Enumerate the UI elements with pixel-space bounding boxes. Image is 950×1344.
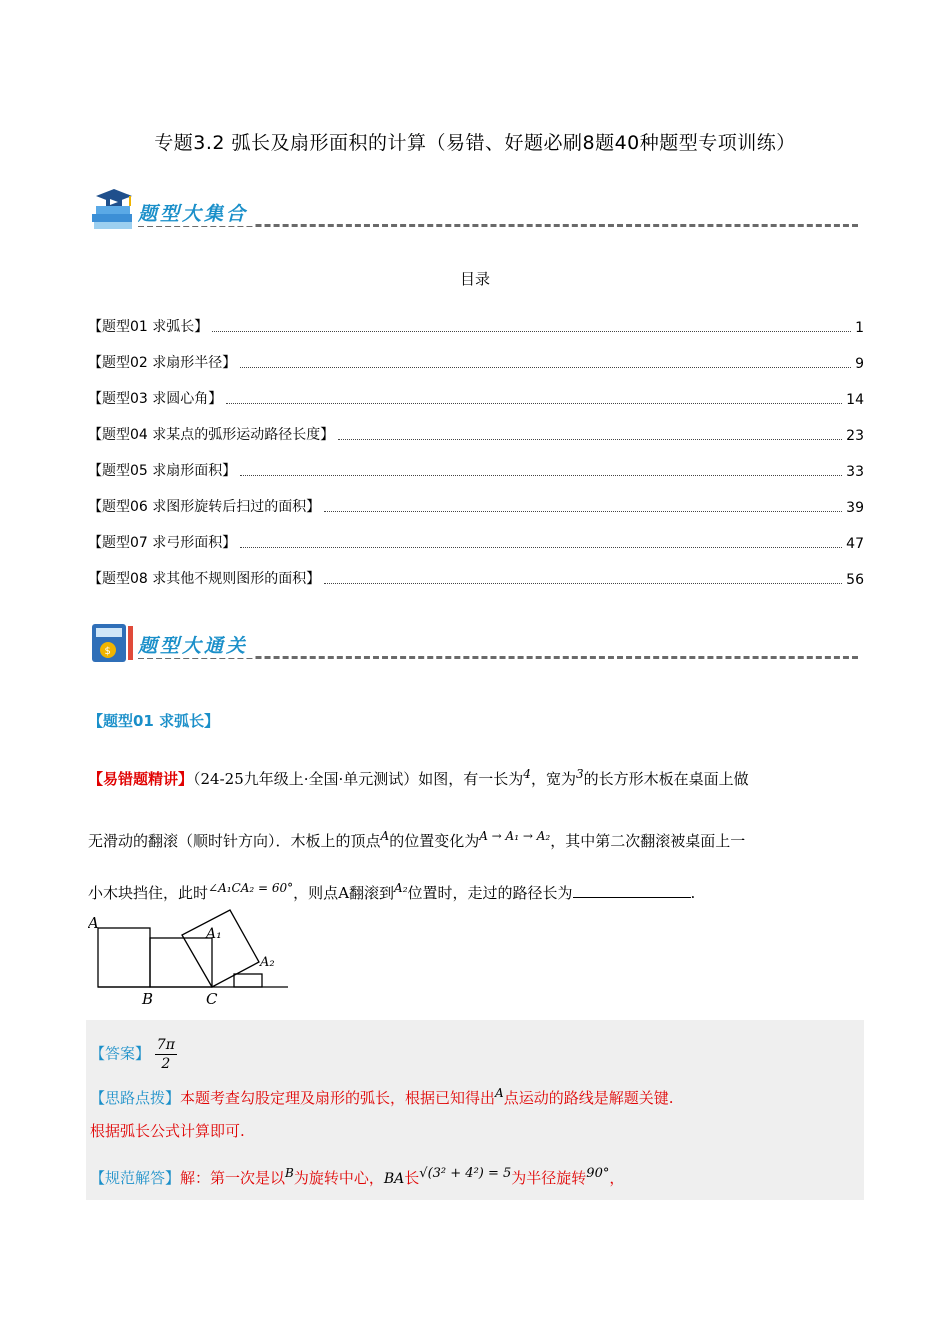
- toc-item-page: 23: [846, 428, 864, 444]
- label-B: B: [142, 990, 154, 1008]
- toc-item-page: 56: [846, 572, 864, 588]
- hint-row-2: 根据弧长公式计算即可.: [90, 1122, 245, 1140]
- toc-heading: 目录: [459, 270, 490, 288]
- solution-tag: 【规范解答】: [90, 1169, 181, 1187]
- hint-tag: 【思路点拨】: [90, 1089, 181, 1107]
- toc-item-label: 【题型08 求其他不规则图形的面积】: [88, 571, 321, 587]
- toc-item-label: 【题型05 求扇形面积】: [88, 463, 237, 479]
- toc-item-page: 1: [855, 320, 864, 336]
- label-A2: A₂: [260, 955, 275, 970]
- toc-item-label: 【题型03 求圆心角】: [88, 391, 223, 407]
- toc-item[interactable]: [88, 300, 864, 336]
- toc-item-page: 47: [846, 536, 864, 552]
- toc-item-label: 【题型01 求弧长】: [88, 319, 209, 335]
- page-title: 专题3.2 弧长及扇形面积的计算（易错、好题必刷8题40种题型专项训练）: [154, 132, 796, 154]
- solution-row: 【规范解答】解：第一次是以$^B$为旋转中心，BA长√(3² + 4²) = 5为半径旋转90°，: [90, 1166, 625, 1187]
- answer-row: [90, 1036, 177, 1073]
- calculator-icon: [88, 618, 138, 666]
- problem-tag: 【易错题精讲】: [88, 770, 194, 788]
- toc-item[interactable]: [88, 336, 864, 372]
- banner-label: 题型大集合: [138, 199, 254, 226]
- toc-item[interactable]: [88, 552, 864, 588]
- problem-line-1: 【易错题精讲】（24-25九年级上·全国·单元测试）如图，有一长为$^4$，宽为$^3$的长方形木板在桌面上做: [88, 767, 749, 788]
- toc-item-label: 【题型06 求图形旋转后扫过的面积】: [88, 499, 321, 515]
- banner-label: 题型大通关: [138, 631, 254, 658]
- answer-blank[interactable]: [573, 883, 691, 898]
- banner-topic-pass: [88, 618, 858, 668]
- toc-item-label: 【题型02 求扇形半径】: [88, 355, 237, 371]
- table-of-contents: [88, 300, 864, 588]
- toc-item-label: 【题型04 求某点的弧形运动路径长度】: [88, 427, 335, 443]
- toc-item-page: 9: [855, 356, 864, 372]
- label-A1: A₁: [206, 926, 222, 942]
- toc-item[interactable]: [88, 480, 864, 516]
- toc-item-label: 【题型07 求弓形面积】: [88, 535, 237, 551]
- toc-item[interactable]: [88, 444, 864, 480]
- toc-item[interactable]: [88, 408, 864, 444]
- toc-item[interactable]: [88, 372, 864, 408]
- section-heading: 【题型01 求弧长】: [88, 712, 220, 730]
- problem-line-3: 小木块挡住，此时$^{\angle A_1CA_2 = 60^\circ}$，则点A翻滚到$^{A_2}$位置时，走过的路径长为 .: [88, 881, 696, 902]
- answer-fraction: $\frac{7\pi}{2}$: [156, 1037, 175, 1072]
- hint-row-1: 【思路点拨】本题考查勾股定理及扇形的弧长，根据已知得出$^A$点运动的路线是解题关键.: [90, 1086, 674, 1107]
- label-A: A: [88, 914, 99, 932]
- banner-topic-collection: [88, 186, 858, 236]
- label-C: C: [206, 990, 218, 1008]
- problem-line-2: 无滑动的翻滚（顺时针方向）．木板上的顶点$^A$的位置变化为$^{A \to A_1 \to A_2}$，其中第二次翻滚被桌面上一: [88, 829, 746, 850]
- answer-tag: 【答案】: [90, 1044, 151, 1063]
- toc-item[interactable]: [88, 516, 864, 552]
- graduation-books-icon: [88, 186, 138, 234]
- toc-item-page: 33: [846, 464, 864, 480]
- svg-text:$: $: [104, 646, 111, 657]
- toc-item-page: 14: [846, 392, 864, 408]
- answer-box: [86, 1020, 864, 1200]
- rolling-board-figure: [88, 908, 298, 1008]
- toc-item-page: 39: [846, 500, 864, 516]
